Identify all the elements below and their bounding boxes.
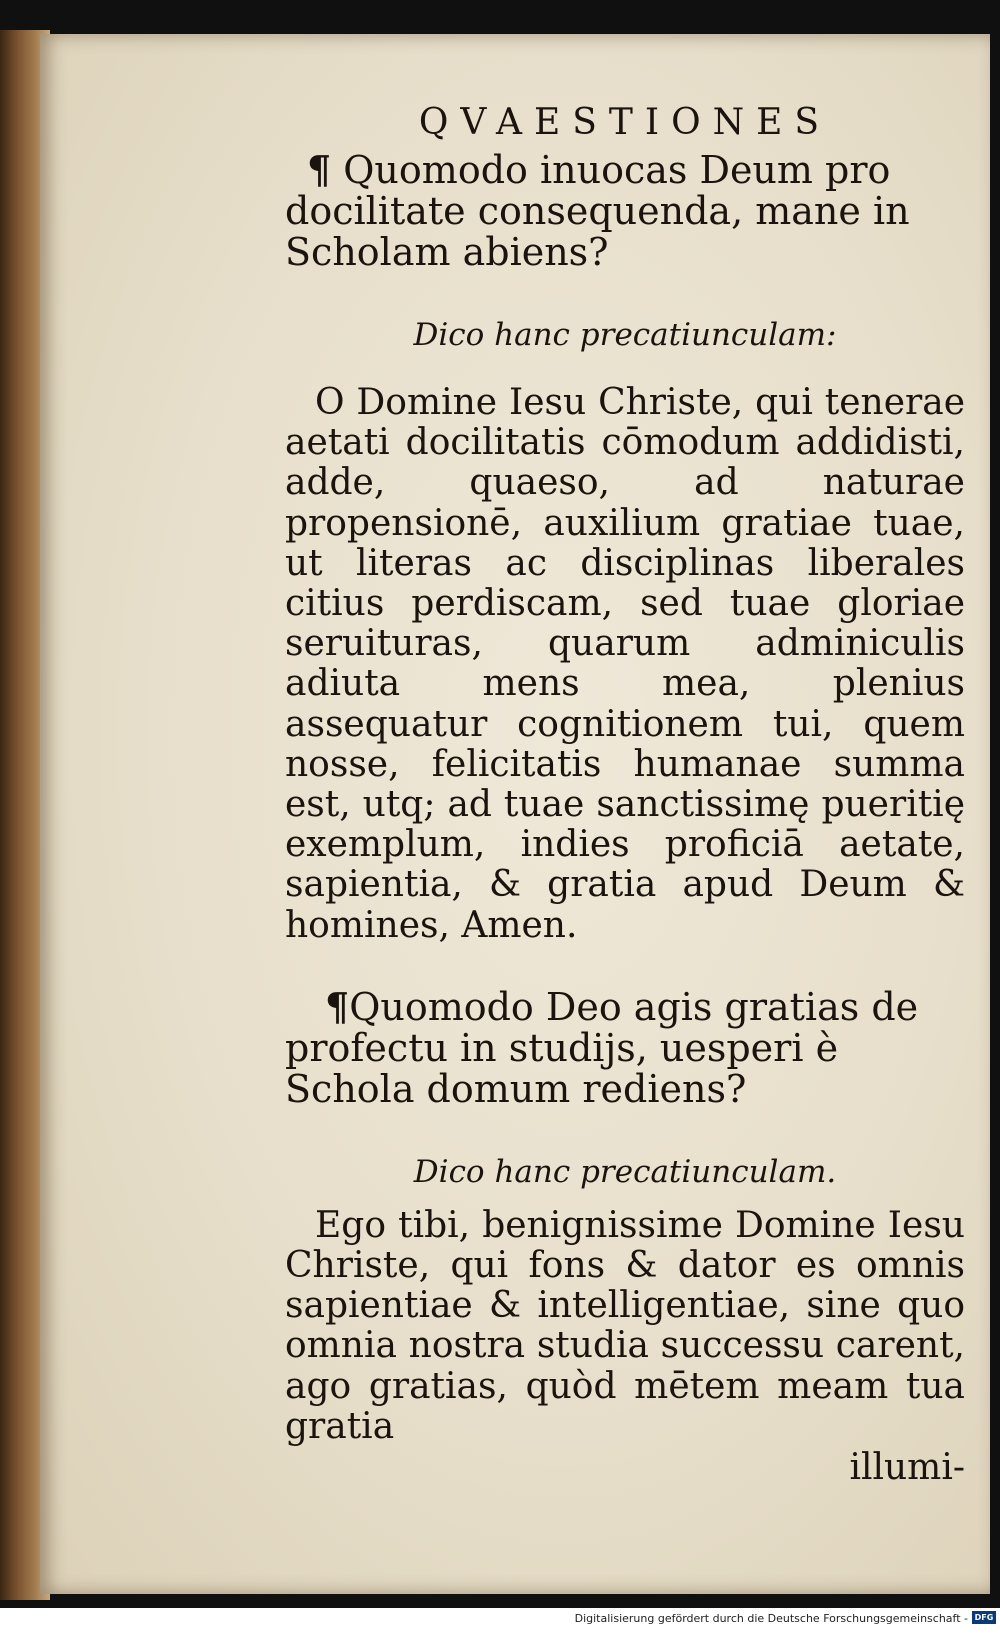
question-2 — [285, 983, 965, 1111]
question-2-text: Quomodo Deo agis gratias de profectu in studijs, uesperi è Schola domum rediens? — [285, 984, 919, 1111]
dfg-logo: DFG — [972, 1611, 996, 1624]
footer-credit: Digitalisierung gefördert durch die Deutsche Forschungsgemeinschaft - — [574, 1612, 968, 1625]
running-head: QVAESTIONES — [418, 102, 832, 143]
question-1 — [285, 149, 965, 273]
page-content — [285, 102, 965, 1488]
pilcrow-icon: ¶ — [307, 147, 332, 192]
catchword: illumi- — [849, 1447, 965, 1489]
prayer-1: O Domine Iesu Christe, qui tenerae aetati docilitatis cōmodum addidisti, adde, quaeso, ad naturae propensionē, auxilium gratiae tuae, ut literas ac disciplinas liberales citius perdiscam, sed tuae gloriae seruituras, quarum adminiculis adiuta mens mea, plenius assequatur cognitionem tui, quem nosse, felicitatis humanae summa est, utq; ad tuae sanctissimę pueritię exemplum, indies proficiā aetate, sapientia, & gratia apud Deum & homines, Amen. — [285, 382, 965, 946]
rubric-2: Dico hanc precatiunculam. — [413, 1153, 837, 1190]
question-1-text: Quomodo inuocas Deum pro docilitate consequenda, mane in Scholam abiens? — [285, 148, 910, 274]
book-page — [40, 34, 990, 1594]
pilcrow-icon: ¶ — [325, 983, 350, 1029]
rubric-1: Dico hanc precatiunculam: — [413, 317, 837, 353]
prayer-2: Ego tibi, benignissime Domine Iesu Christe, qui fons & dator es omnis sapientiae & intelligentiae, sine quo omnia nostra studia successu carent, ago gratias, quòd mētem meam tua gratia — [285, 1204, 965, 1447]
